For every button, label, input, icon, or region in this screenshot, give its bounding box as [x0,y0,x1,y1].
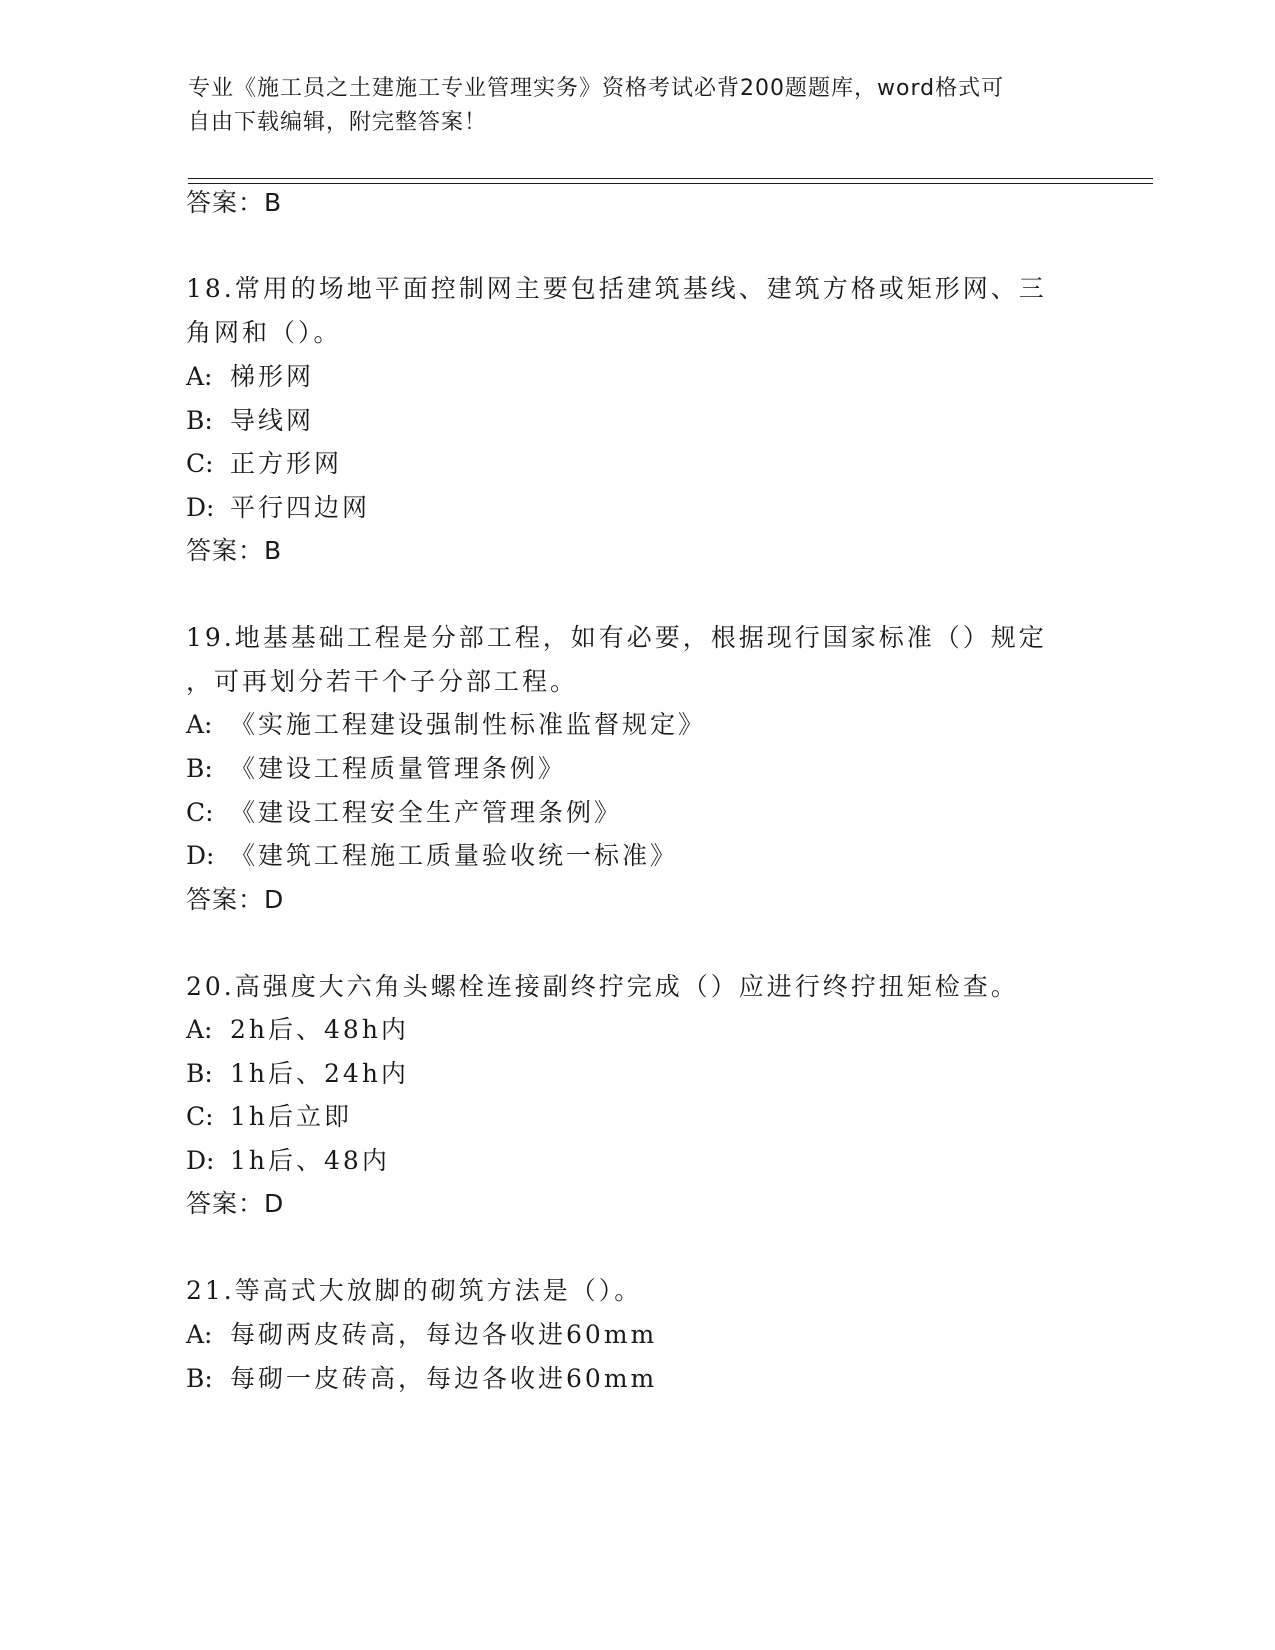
option-letter: D: [186,493,215,522]
option-letter: B: [186,754,213,783]
option-letter: B: [186,1059,213,1088]
option-text: 正方形网 [230,449,343,478]
option-text: 《建设工程安全生产管理条例》 [230,798,623,827]
question-18-option-d [186,491,370,525]
option-text: 《实施工程建设强制性标准监督规定》 [230,710,707,739]
question-19-answer: 答案：D [186,885,285,914]
document-header [188,72,1068,140]
option-letter: C: [186,798,214,827]
question-20-option-b [186,1057,409,1091]
option-letter: A: [186,362,213,391]
option-letter: C: [186,449,214,478]
option-letter: B: [186,406,213,435]
question-20-option-d [186,1144,390,1178]
question-18-option-c [186,447,342,481]
option-letter: A: [186,1015,213,1044]
question-20-option-a [186,1013,409,1047]
option-letter: B: [186,1364,213,1393]
header-divider-top [188,178,1153,179]
question-18-stem-line-1: 18.常用的场地平面控制网主要包括建筑基线、建筑方格或矩形网、三 [186,274,1047,303]
question-20-answer: 答案：D [186,1189,285,1218]
question-19-stem-line-2: ，可再划分若干个子分部工程。 [186,667,579,696]
question-19-stem-line-1: 19.地基基础工程是分部工程，如有必要，根据现行国家标准（）规定 [186,623,1047,652]
option-text: 《建筑工程施工质量验收统一标准》 [230,841,679,870]
question-20-option-c [186,1100,352,1134]
option-letter: A: [186,710,213,739]
option-text: 1h后立即 [230,1102,353,1131]
option-letter: D: [186,841,215,870]
option-text: 2h后、48h内 [230,1015,409,1044]
option-text: 《建设工程质量管理条例》 [230,754,567,783]
question-21-stem-line-1: 21.等高式大放脚的砌筑方法是（）。 [186,1276,643,1305]
question-18-option-a [186,360,314,394]
question-18-stem-line-2: 角网和（）。 [186,318,342,347]
question-19-option-b [186,752,566,786]
question-18-answer: 答案：B [186,536,283,565]
option-text: 1h后、48内 [230,1146,390,1175]
option-text: 每砌两皮砖高，每边各收进60mm [230,1320,658,1349]
question-19-option-c [186,796,622,830]
question-19-option-a [186,708,706,742]
option-letter: D: [186,1146,215,1175]
option-text: 1h后、24h内 [230,1059,409,1088]
option-text: 每砌一皮砖高，每边各收进60mm [230,1364,658,1393]
option-text: 导线网 [230,406,315,435]
previous-answer: 答案：B [186,188,283,217]
header-line-1: 专业《施工员之土建施工专业管理实务》资格考试必背200题题库，word格式可 [188,76,1005,101]
question-18-option-b [186,404,314,438]
option-letter: C: [186,1102,214,1131]
question-21-option-b [186,1362,657,1396]
option-text: 平行四边网 [230,493,371,522]
option-letter: A: [186,1320,213,1349]
question-21-option-a [186,1318,657,1352]
question-19-option-d [186,839,678,873]
header-line-2: 自由下载编辑，附完整答案！ [188,110,488,135]
option-text: 梯形网 [230,362,315,391]
header-divider-bottom [188,183,1153,184]
question-20-stem-line-1: 20.高强度大六角头螺栓连接副终拧完成（）应进行终拧扭矩检查。 [186,972,1019,1001]
